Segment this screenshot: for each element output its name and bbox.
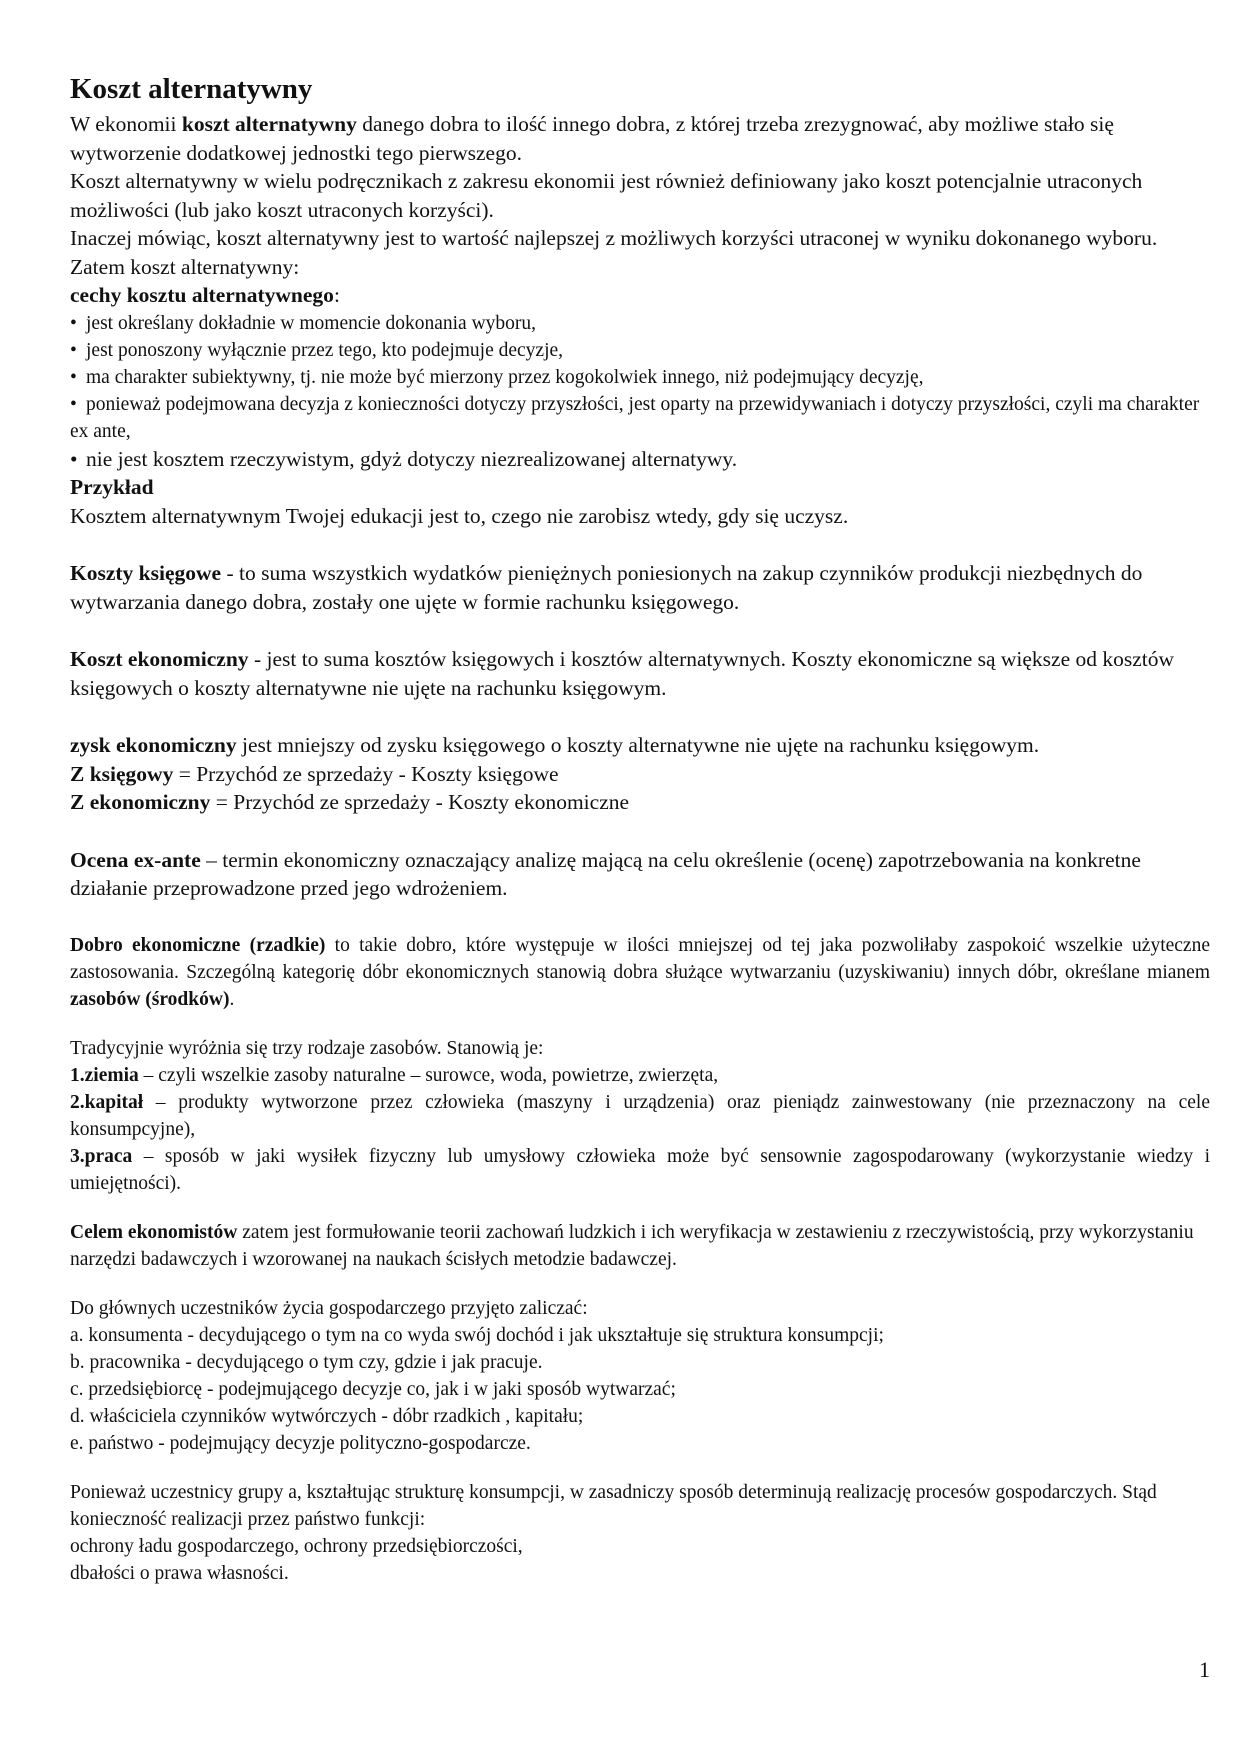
definition-text: to takie dobro, które występuje w ilości mniejszej od tej jaka pozwoliłaby zaspokoić wszelkie użyteczne zastosowania. Szczególną kategorię dóbr ekonomicznych stanowią dobra służące wytwarzaniu (uzyskiwaniu) innych dóbr, określane mianem xyxy=(70,934,1210,983)
list-item: a. konsumenta - decydującego o tym na co wyda swój dochód i jak ukształtuje się struktura konsumpcji; xyxy=(70,1324,884,1346)
economic-good-paragraph xyxy=(70,932,1210,1013)
formula-accounting-profit xyxy=(70,760,1210,789)
list-item-text: ponieważ podejmowana decyzja z konieczności dotyczy przyszłości, jest oparty na przewidywaniach i dotyczy przyszłości, czyli ma charakter ex ante, xyxy=(70,393,1200,442)
definition-text: zatem jest formułowanie teorii zachowań ludzkich i ich weryfikacja w zestawieniu z rzeczywistością, przy wykorzystaniu narzędzi badawczych i wzorowanej na naukach ścisłych metodzie badawczej. xyxy=(70,1221,1194,1270)
list-item: c. przedsiębiorcę - podejmującego decyzje co, jak i w jaki sposób wytwarzać; xyxy=(70,1378,676,1400)
term-koszty-ksiegowe: Koszty księgowe xyxy=(70,561,222,585)
features-heading-suffix: : xyxy=(333,283,340,307)
spacer xyxy=(70,1457,1210,1479)
formula-text: = Przychód ze sprzedaży - Koszty ekonomiczne xyxy=(210,790,630,814)
spacer xyxy=(70,616,1210,645)
intro-text: W ekonomii xyxy=(70,112,182,136)
list-item xyxy=(70,445,1210,474)
list-item: e. państwo - podejmujący decyzje polityczno-gospodarcze. xyxy=(70,1432,531,1454)
features-heading xyxy=(70,281,1210,310)
economic-cost-paragraph xyxy=(70,645,1210,702)
economists-paragraph xyxy=(70,1219,1210,1273)
page-number: 1 xyxy=(1199,1657,1210,1682)
intro-paragraph-3: Inaczej mówiąc, koszt alternatywny jest to wartość najlepszej z możliwych korzyści utraconej w wyniku dokonanego wyboru. Zatem koszt alternatywny: xyxy=(70,226,1158,279)
bullet-icon: • xyxy=(70,446,78,471)
bullet-icon: • xyxy=(70,366,77,388)
bullet-icon: • xyxy=(70,339,77,361)
list-item xyxy=(70,1089,1210,1143)
resources-intro: Tradycyjnie wyróżnia się trzy rodzaje zasobów. Stanowią je: xyxy=(70,1037,544,1059)
list-item-text: dbałości o prawa własności. xyxy=(70,1562,289,1584)
formula-economic-profit xyxy=(70,788,1210,817)
resource-text: – czyli wszelkie zasoby naturalne – surowce, woda, powietrze, zwierzęta, xyxy=(138,1064,719,1086)
list-item-text: ma charakter subiektywny, tj. nie może być mierzony przez kogokolwiek innego, niż podejmujący decyzję, xyxy=(86,366,924,388)
definition-text: jest mniejszy od zysku księgowego o koszty alternatywne nie ujęte na rachunku księgowym. xyxy=(236,733,1040,757)
list-item xyxy=(70,391,1210,445)
list-item xyxy=(70,1560,1210,1587)
list-item xyxy=(70,1143,1210,1197)
intro-paragraph-2: Koszt alternatywny w wielu podręcznikach z zakresu ekonomii jest również definiowany jako koszt potencjalnie utraconych możliwości (lub jako koszt utraconych korzyści). xyxy=(70,169,1143,222)
participants-intro: Do głównych uczestników życia gospodarczego przyjęto zaliczać: xyxy=(70,1297,588,1319)
document-body xyxy=(70,70,1210,1587)
list-item xyxy=(70,1533,1210,1560)
formula-term: Z księgowy xyxy=(70,761,174,786)
resource-term: 2.kapitał xyxy=(70,1091,144,1113)
definition-text: . xyxy=(229,988,235,1010)
example-heading xyxy=(70,473,1210,502)
term-celem-ekonomistow: Celem ekonomistów xyxy=(70,1221,238,1243)
features-heading-term: cechy kosztu alternatywnego xyxy=(70,283,334,307)
resource-term: 3.praca xyxy=(70,1145,133,1167)
list-item xyxy=(70,337,1210,364)
spacer xyxy=(70,702,1210,731)
spacer xyxy=(70,530,1210,559)
term-ocena-ex-ante: Ocena ex-ante xyxy=(70,847,201,872)
ex-ante-paragraph xyxy=(70,846,1210,903)
definition-text: - jest to suma kosztów księgowych i kosztów alternatywnych. Koszty ekonomiczne są większe od kosztów księgowych o koszty alternatywne nie ujęte na rachunku księgowym. xyxy=(70,647,1175,700)
list-item-text: jest określany dokładnie w momencie dokonania wyboru, xyxy=(86,312,537,334)
term-zasobow: zasobów (środków) xyxy=(70,988,230,1010)
resource-text: – sposób w jaki wysiłek fizyczny lub umysłowy człowieka może być sensownie zagospodarowany (wykorzystanie wiedzy i umiejętności). xyxy=(70,1145,1210,1194)
list-item-text: jest ponoszony wyłącznie przez tego, kto podejmuje decyzje, xyxy=(86,339,564,361)
resource-term: 1.ziemia xyxy=(70,1064,139,1086)
definition-text: - to suma wszystkich wydatków pieniężnych poniesionych na zakup czynników produkcji niezbędnych do wytwarzania danego dobra, zostały one ujęte w formie rachunku księgowego. xyxy=(70,561,1143,614)
resources-section xyxy=(70,1035,1210,1197)
profit-paragraph xyxy=(70,731,1210,760)
formula-term: Z ekonomiczny xyxy=(70,790,211,814)
state-section xyxy=(70,1479,1210,1587)
term-koszt-ekonomiczny: Koszt ekonomiczny xyxy=(70,647,249,671)
list-item xyxy=(70,310,1210,337)
accounting-costs-paragraph xyxy=(70,559,1210,616)
bullet-icon: • xyxy=(70,393,77,415)
spacer xyxy=(70,1197,1210,1219)
term-zysk-ekonomiczny: zysk ekonomiczny xyxy=(70,733,237,757)
intro-paragraph-1 xyxy=(70,110,1210,167)
example-heading-text: Przykład xyxy=(70,475,154,499)
formula-text: = Przychód ze sprzedaży - Koszty księgowe xyxy=(173,761,559,786)
list-item: b. pracownika - decydującego o tym czy, gdzie i jak pracuje. xyxy=(70,1351,543,1373)
term-koszt-alternatywny: koszt alternatywny xyxy=(181,112,357,136)
list-item xyxy=(70,364,1210,391)
document-title: Koszt alternatywny xyxy=(70,73,313,105)
participants-section xyxy=(70,1295,1210,1457)
spacer xyxy=(70,1013,1210,1035)
spacer xyxy=(70,817,1210,846)
list-item-text: nie jest kosztem rzeczywistym, gdyż dotyczy niezrealizowanej alternatywy. xyxy=(86,446,738,471)
definition-text: – termin ekonomiczny oznaczający analizę mającą na celu określenie (ocenę) zapotrzebowania na konkretne działanie przeprowadzone przed jego wdrożeniem. xyxy=(70,847,1141,900)
features-list xyxy=(70,310,1210,445)
spacer xyxy=(70,1273,1210,1295)
resource-text: – produkty wytworzone przez człowieka (maszyny i urządzenia) oraz pieniądz zainwestowany (nie przeznaczony na cele konsumpcyjne), xyxy=(70,1091,1210,1140)
bullet-icon: • xyxy=(70,312,77,334)
list-item-text: ochrony ładu gospodarczego, ochrony przedsiębiorczości, xyxy=(70,1535,523,1557)
spacer xyxy=(70,903,1210,932)
intro-text: danego dobra to ilość innego dobra, z której trzeba zrezygnować, aby możliwe stało się wytworzenie dodatkowej jednostki tego pierwszego. xyxy=(70,112,1114,165)
term-dobro-ekonomiczne: Dobro ekonomiczne (rzadkie) xyxy=(70,934,326,956)
example-text: Kosztem alternatywnym Twojej edukacji jest to, czego nie zarobisz wtedy, gdy się uczysz. xyxy=(70,503,849,528)
state-paragraph: Ponieważ uczestnicy grupy a, kształtując strukturę konsumpcji, w zasadniczy sposób determinują realizację procesów gospodarczych. Stąd konieczność realizacji przez państwo funkcji: xyxy=(70,1481,1157,1530)
list-item xyxy=(70,1062,1210,1089)
list-item: d. właściciela czynników wytwórczych - dóbr rzadkich , kapitału; xyxy=(70,1405,584,1427)
